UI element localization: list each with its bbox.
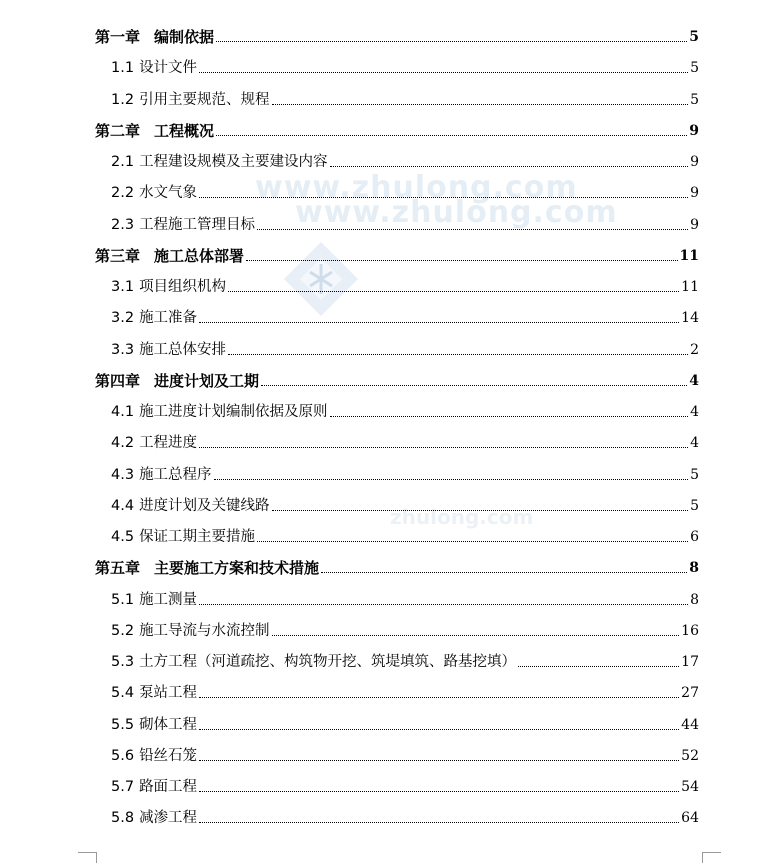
toc-entry-text: 编制依据 <box>154 28 215 46</box>
toc-entry-text: 引用主要规范、规程 <box>139 91 270 108</box>
dot-leader <box>199 197 688 198</box>
toc-page-number: 9 <box>690 216 699 233</box>
toc-section-entry[interactable] <box>111 147 699 171</box>
toc-page-number: 8 <box>689 560 699 577</box>
toc-entry-label: 5.5 <box>111 716 135 733</box>
toc-section-entry[interactable] <box>111 210 699 234</box>
toc-page-number: 9 <box>689 122 699 139</box>
toc-chapter-entry[interactable] <box>95 553 699 577</box>
dot-leader <box>257 541 688 542</box>
toc-entry-label: 第四章 <box>95 371 141 390</box>
dot-leader <box>321 572 687 573</box>
toc-section-entry[interactable] <box>111 272 699 296</box>
toc-page-number: 44 <box>681 716 699 733</box>
toc-section-entry[interactable] <box>111 772 699 796</box>
toc-page-number: 5 <box>690 466 699 483</box>
toc-entry-label: 5.7 <box>111 779 135 795</box>
toc-entry-label: 第二章 <box>95 121 141 140</box>
toc-entry-title <box>95 247 244 265</box>
watermark-text-2: www.zhulong.com <box>295 195 618 230</box>
dot-leader <box>228 291 679 292</box>
toc-entry-text: 减渗工程 <box>139 810 198 827</box>
toc-entry-text: 土方工程（河道疏挖、构筑物开挖、筑堤填筑、路基挖填） <box>139 654 517 670</box>
toc-section-entry[interactable] <box>111 522 699 546</box>
toc-section-entry[interactable] <box>111 53 699 77</box>
toc-entry-title <box>111 497 270 515</box>
dot-leader <box>257 229 688 230</box>
dot-leader <box>272 510 689 511</box>
toc-entry-text: 砌体工程 <box>139 716 198 733</box>
dot-leader <box>228 354 688 355</box>
toc-entry-text: 水文气象 <box>139 185 198 202</box>
toc-entry-text: 进度计划及工期 <box>154 371 260 390</box>
toc-entry-title <box>111 216 255 234</box>
toc-section-entry[interactable] <box>111 397 699 421</box>
toc-entry-text: 施工总程序 <box>139 466 212 483</box>
toc-page-number: 9 <box>690 185 699 202</box>
dot-leader <box>216 135 687 136</box>
toc-entry-label: 4.3 <box>111 466 135 483</box>
toc-page-number: 2 <box>690 341 699 358</box>
dot-leader <box>330 166 689 167</box>
dot-leader <box>199 72 688 73</box>
toc-entry-title <box>111 184 197 202</box>
dot-leader <box>199 697 679 698</box>
dot-leader <box>199 822 679 823</box>
toc-section-entry[interactable] <box>111 585 699 609</box>
toc-page-number: 5 <box>690 60 699 77</box>
toc-entry-label: 2.2 <box>111 185 135 202</box>
toc-page-number: 4 <box>690 404 699 420</box>
toc-section-entry[interactable] <box>111 678 699 702</box>
toc-section-entry[interactable] <box>111 303 699 327</box>
toc-entry-text: 主要施工方案和技术措施 <box>154 559 320 578</box>
toc-entry-title <box>111 809 197 827</box>
toc-page-number: 6 <box>690 529 699 545</box>
toc-entry-title <box>111 747 197 765</box>
toc-entry-label: 5.1 <box>111 591 135 608</box>
toc-entry-title <box>95 122 214 140</box>
toc-entry-title <box>111 778 197 796</box>
page-corner-mark-right <box>702 852 721 863</box>
toc-page-number: 17 <box>681 654 699 670</box>
toc-entry-label: 1.1 <box>111 60 135 77</box>
dot-leader <box>272 635 680 636</box>
toc-entry-title <box>95 559 319 577</box>
toc-page-number: 8 <box>690 591 699 608</box>
toc-entry-title <box>111 684 197 702</box>
toc-entry-text: 铅丝石笼 <box>139 747 198 764</box>
toc-entry-label: 5.2 <box>111 622 135 639</box>
toc-entry-title <box>111 466 212 484</box>
toc-entry-label: 2.3 <box>111 216 135 233</box>
toc-section-entry[interactable] <box>111 460 699 484</box>
toc-entry-text: 施工进度计划编制依据及原则 <box>139 404 328 420</box>
dot-leader <box>199 729 679 730</box>
dot-leader <box>199 322 679 323</box>
toc-page-number: 27 <box>681 685 699 702</box>
toc-entry-label: 4.5 <box>111 529 135 545</box>
watermark-text-1: www.zhulong.com <box>255 170 578 205</box>
toc-chapter-entry[interactable] <box>95 116 699 140</box>
toc-page-number: 4 <box>689 372 699 389</box>
toc-section-entry[interactable] <box>111 741 699 765</box>
toc-entry-label: 3.3 <box>111 341 135 358</box>
toc-entry-text: 施工准备 <box>139 310 198 327</box>
toc-section-entry[interactable] <box>111 85 699 109</box>
toc-entry-title <box>111 309 197 327</box>
toc-section-entry[interactable] <box>111 803 699 827</box>
toc-entry-text: 路面工程 <box>139 779 198 795</box>
toc-entry-title <box>111 59 197 77</box>
toc-entry-text: 施工测量 <box>139 591 198 608</box>
toc-entry-text: 工程施工管理目标 <box>139 216 256 233</box>
toc-entry-title <box>111 278 226 296</box>
toc-entry-text: 工程进度 <box>139 435 198 452</box>
toc-page-number: 11 <box>679 247 699 264</box>
toc-entry-title <box>111 91 270 109</box>
toc-entry-label: 5.6 <box>111 747 135 764</box>
toc-chapter-entry[interactable] <box>95 22 699 46</box>
toc-entry-label: 1.2 <box>111 91 135 108</box>
toc-page-number: 14 <box>681 310 699 327</box>
toc-entry-label: 2.1 <box>111 154 135 170</box>
toc-entry-title <box>111 153 328 171</box>
dot-leader <box>214 479 689 480</box>
toc-entry-text: 保证工期主要措施 <box>139 529 256 545</box>
toc-page-number: 64 <box>681 810 699 827</box>
dot-leader <box>518 666 679 667</box>
dot-leader <box>199 791 679 792</box>
toc-entry-title <box>111 591 197 609</box>
toc-page-number: 5 <box>690 91 699 108</box>
toc-page-number: 52 <box>681 747 699 764</box>
toc-entry-label: 3.1 <box>111 279 135 295</box>
toc-entry-label: 5.4 <box>111 685 135 702</box>
toc-entry-text: 设计文件 <box>139 60 198 77</box>
toc-entry-title <box>111 434 197 452</box>
toc-page-number: 4 <box>690 435 699 452</box>
toc-entry-text: 泵站工程 <box>139 685 198 702</box>
toc-entry-text: 施工总体安排 <box>139 341 227 358</box>
dot-leader <box>199 604 688 605</box>
toc-entry-title <box>111 341 226 359</box>
toc-entry-title <box>111 528 255 546</box>
toc-entry-label: 3.2 <box>111 310 135 327</box>
dot-leader <box>199 760 679 761</box>
toc-section-entry[interactable] <box>111 710 699 734</box>
toc-entry-text: 工程建设规模及主要建设内容 <box>139 154 328 170</box>
toc-page-number: 5 <box>689 29 699 45</box>
toc-entry-label: 第三章 <box>95 246 141 265</box>
page-corner-mark-left <box>78 852 97 863</box>
toc-entry-title <box>111 716 197 734</box>
toc-section-entry[interactable] <box>111 428 699 452</box>
toc-entry-title <box>95 28 214 46</box>
toc-entry-text: 施工总体部署 <box>154 246 245 265</box>
toc-entry-label: 4.1 <box>111 404 135 420</box>
toc-page-number: 54 <box>681 779 699 795</box>
toc-entry-label: 5.3 <box>111 654 135 670</box>
toc-section-entry[interactable] <box>111 491 699 515</box>
toc-entry-title <box>111 622 270 640</box>
toc-entry-text: 工程概况 <box>154 121 215 140</box>
toc-chapter-entry[interactable] <box>95 366 699 390</box>
toc-chapter-entry[interactable] <box>95 241 699 265</box>
toc-section-entry[interactable] <box>111 178 699 202</box>
dot-leader <box>199 447 688 448</box>
toc-entry-title <box>95 372 259 390</box>
dot-leader <box>330 416 689 417</box>
toc-entry-title <box>111 403 328 421</box>
toc-section-entry[interactable] <box>111 335 699 359</box>
watermark-text-3: zhulong.com <box>390 505 534 529</box>
toc-page-number: 5 <box>690 497 699 514</box>
toc-entry-label: 第五章 <box>95 559 141 578</box>
toc-entry-text: 项目组织机构 <box>139 279 227 295</box>
toc-entry-text: 施工导流与水流控制 <box>139 622 270 639</box>
dot-leader <box>261 385 687 386</box>
toc-entry-label: 第一章 <box>95 28 141 46</box>
toc-entry-label: 5.8 <box>111 810 135 827</box>
toc-entry-text: 进度计划及关键线路 <box>139 497 270 514</box>
dot-leader <box>216 41 687 42</box>
toc-entry-label: 4.4 <box>111 497 135 514</box>
toc-entry-label: 4.2 <box>111 435 135 452</box>
toc-section-entry[interactable] <box>111 616 699 640</box>
toc-page-number: 11 <box>681 279 699 295</box>
dot-leader <box>272 104 689 105</box>
dot-leader <box>246 260 677 261</box>
toc-page-number: 16 <box>681 622 699 639</box>
toc-page-number: 9 <box>690 154 699 170</box>
toc-entry-title <box>111 653 516 671</box>
toc-section-entry[interactable] <box>111 647 699 671</box>
